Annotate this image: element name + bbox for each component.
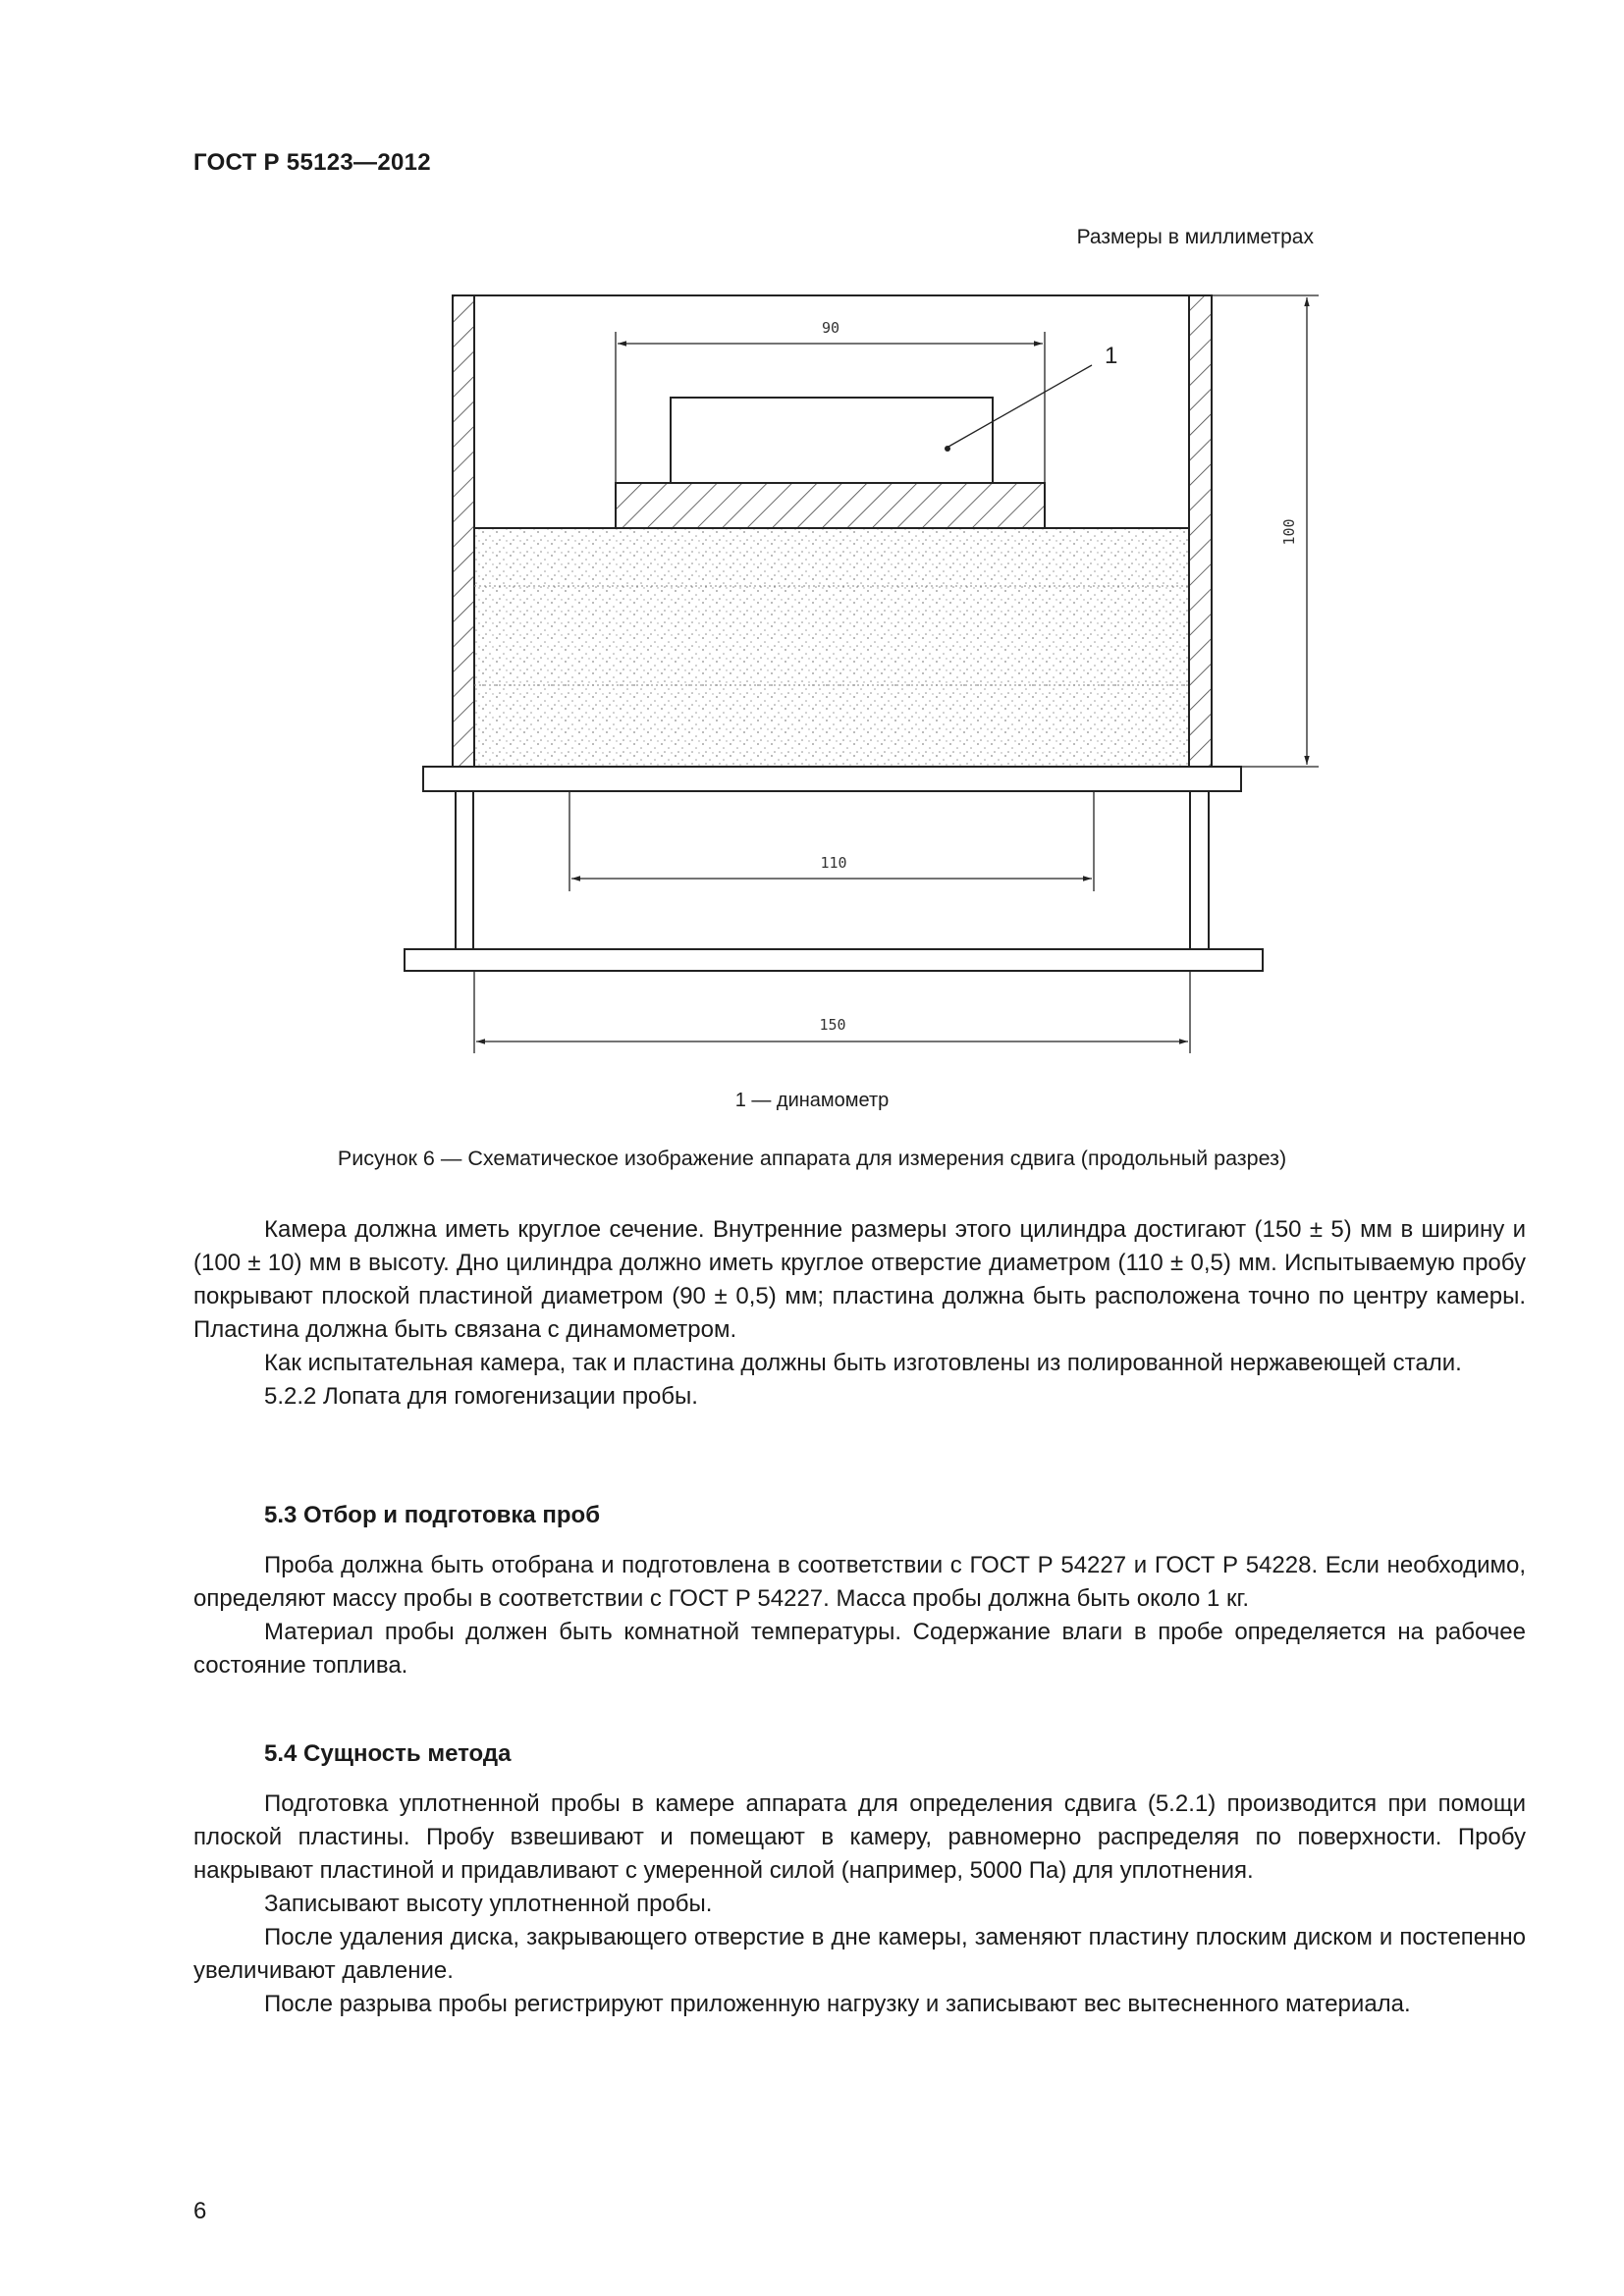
section-heading: 5.3 Отбор и подготовка проб [264, 1502, 601, 1528]
document-code: ГОСТ Р 55123—2012 [193, 149, 431, 176]
dynamometer-block [671, 398, 993, 483]
paragraph: Записывают высоту уплотненной пробы. [264, 1891, 713, 1917]
units-note: Размеры в миллиметрах [1076, 226, 1314, 248]
section-heading: 5.4 Сущность метода [264, 1740, 512, 1767]
paragraph: Материал пробы должен быть комнатной температуры. Содержание влаги в пробе определяется на рабочее состояние топлива. [193, 1619, 1526, 1679]
figure-legend: 1 — динамометр [734, 1090, 890, 1111]
section-5-3 [193, 1499, 1526, 1532]
item-tag-label: 1 [1105, 343, 1118, 369]
dimension-chamber-label: 150 [819, 1016, 846, 1034]
section-5-4 [193, 1737, 1526, 1771]
body-block-1 [193, 1213, 1526, 1414]
paragraph: 5.2.2 Лопата для гомогенизации пробы. [264, 1383, 698, 1410]
right-wall [1189, 295, 1212, 770]
dimension-opening-label: 110 [820, 854, 847, 872]
paragraph: Камера должна иметь круглое сечение. Внутренние размеры этого цилиндра достигают (150 ± 5) мм в ширину и (100 ± 10) мм в высоту. Дно цилиндра должно иметь круглое отверстие диаметром (110 ± 0,5) мм. Испытываемую пробу покрывают плоской пластиной диаметром (90 ± 0,5) мм; пластина должна быть расположена точно по центру камеры. Пластина должна быть связана с динамометром. [193, 1216, 1526, 1343]
dimension-plate-label: 90 [821, 319, 840, 337]
paragraph: Подготовка уплотненной пробы в камере аппарата для определения сдвига (5.2.1) производится при помощи плоской пластины. Пробу взвешивают и помещают в камеру, равномерно распределяя по поверхности. Пробу накрывают пластиной и придавливают с умеренной силой (например, 5000 Па) для уплотнения. [193, 1790, 1526, 1884]
apparatus-drawing [0, 0, 1624, 1080]
body-block-3 [193, 1788, 1526, 2021]
bottom-plate [405, 949, 1263, 971]
body-block-2 [193, 1549, 1526, 1682]
paragraph: После разрыва пробы регистрируют приложенную нагрузку и записывают вес вытесненного материала. [264, 1991, 1411, 2017]
paragraph: Проба должна быть отобрана и подготовлена в соответствии с ГОСТ Р 54227 и ГОСТ Р 54228. Если необходимо, определяют массу пробы в соответствии с ГОСТ Р 54227. Масса пробы должна быть около 1 кг. [193, 1552, 1526, 1612]
left-wall [453, 295, 474, 770]
pressing-plate [616, 483, 1045, 528]
dimension-height-label: 100 [1280, 518, 1298, 546]
base-flange [423, 767, 1241, 791]
page-number: 6 [193, 2198, 207, 2224]
paragraph: После удаления диска, закрывающего отверстие в дне камеры, заменяют пластину плоским диском и постепенно увеличивают давление. [193, 1924, 1526, 1984]
figure-caption: Рисунок 6 — Схематическое изображение аппарата для измерения сдвига (продольный разрез) [337, 1147, 1287, 1170]
sample-material [474, 528, 1189, 767]
paragraph: Как испытательная камера, так и пластина должны быть изготовлены из полированной нержавеющей стали. [264, 1350, 1462, 1376]
